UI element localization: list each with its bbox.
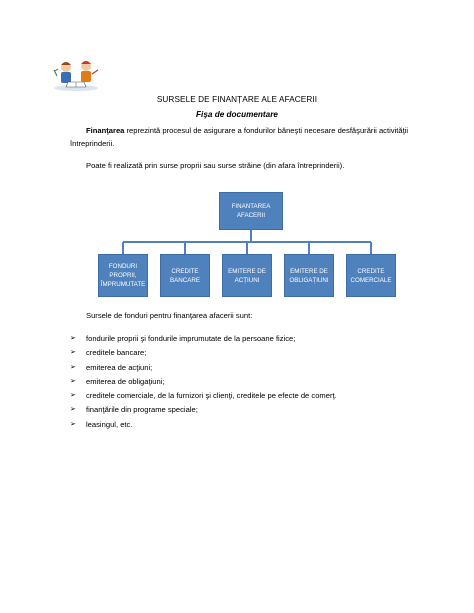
sources-list (70, 333, 430, 433)
defined-term: Finanţarea (86, 126, 125, 135)
diagram-node-share-issue: EMITERE DE ACȚIUNI (222, 254, 272, 297)
arrow-bullet-icon: ➢ (70, 392, 76, 400)
definition-text: reprezintă procesul de asigurare a fondurilor băneşti necesare desfăşurării activităţii întreprinderii. (70, 126, 409, 148)
diagram-node-own-borrowed-funds: FONDURI PROPRII, ÎMPRUMUTATE (98, 254, 148, 297)
arrow-bullet-icon: ➢ (70, 335, 76, 342)
diagram-root-node: FINANTAREA AFACERII (219, 192, 283, 230)
document-title: SURSELE DE FINANȚARE ALE AFACERII (156, 95, 318, 104)
diagram-node-bond-issue: EMITERE DE OBLIGAȚIUNI (284, 254, 334, 297)
list-item: ➢ finanţările din programe speciale; (70, 405, 198, 415)
document-subtitle: Fişa de documentare (196, 110, 278, 119)
list-item: ➢ fondurile proprii şi fondurile imprumutate de la persoane fizice; (70, 334, 296, 343)
arrow-bullet-icon: ➢ (70, 420, 76, 428)
list-item: ➢ emiterea de obligaţiuni; (70, 376, 165, 386)
arrow-bullet-icon: ➢ (70, 363, 76, 371)
list-item: ➢ emiterea de acţiuni; (70, 362, 153, 372)
diagram-node-trade-credit: CREDITE COMERCIALE (346, 254, 396, 297)
sources-lead-text: Sursele de fonduri pentru finanţarea afacerii sunt: (86, 311, 253, 320)
arrow-bullet-icon: ➢ (70, 406, 76, 414)
diagram-node-bank-credit: CREDITE BANCARE (160, 254, 210, 297)
arrow-bullet-icon: ➢ (70, 349, 76, 357)
funding-sources-text: Poate fi realizată prin surse proprii sau surse străine (din afara întreprinderii). (86, 161, 345, 170)
arrow-bullet-icon: ➢ (70, 377, 76, 385)
sources-lead-paragraph (70, 310, 428, 323)
list-item: ➢ leasingul, etc. (70, 419, 133, 429)
list-item: ➢ creditele comerciale, de la furnizori şi clienţi, creditele pe efecte de comerţ. (70, 391, 337, 401)
list-item: ➢ creditele bancare; (70, 348, 147, 358)
